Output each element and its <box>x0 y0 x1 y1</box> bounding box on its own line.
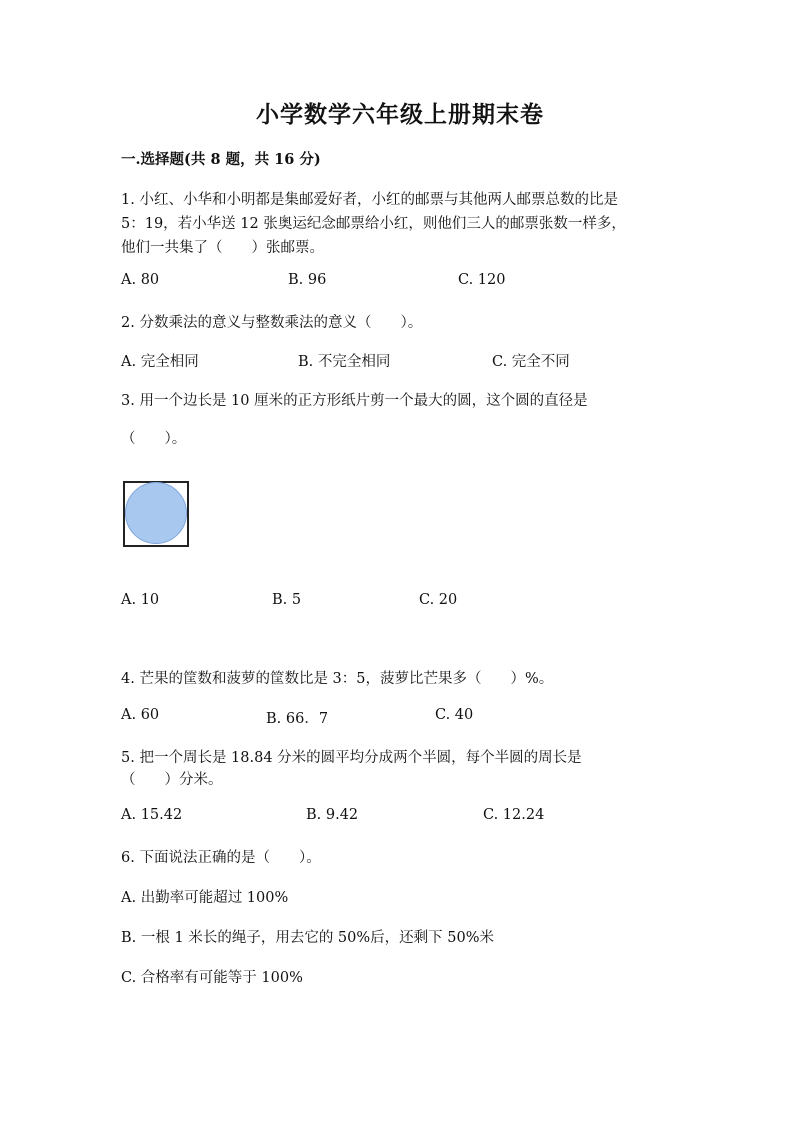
question-5-line-1: 5. 把一个周长是 18.84 分米的圆平均分成两个半圆，每个半圆的周长是 <box>121 750 582 766</box>
question-4-line-1: 4. 芒果的筐数和菠萝的筐数比是 3：5，菠萝比芒果多（ ）%。 <box>121 671 554 687</box>
question-6-option-c: C. 合格率有可能等于 100% <box>121 970 303 986</box>
question-3-line-1: 3. 用一个边长是 10 厘米的正方形纸片剪一个最大的圆，这个圆的直径是 <box>121 393 588 409</box>
question-3-option-c: C. 20 <box>419 592 458 608</box>
question-1-line-2: 5：19，若小华送 12 张奥运纪念邮票给小红，则他们三人的邮票张数一样多， <box>121 216 626 232</box>
square-circle-figure <box>123 481 189 547</box>
question-3-line-2: （ ）。 <box>121 431 187 447</box>
question-1-line-1: 1. 小红、小华和小明都是集邮爱好者，小红的邮票与其他两人邮票总数的比是 <box>121 192 618 208</box>
question-2-option-b: B. 不完全相同 <box>298 354 391 370</box>
question-5-option-a: A. 15.42 <box>121 807 183 823</box>
question-1-option-a: A. 80 <box>121 272 160 288</box>
question-4-option-c: C. 40 <box>435 707 474 723</box>
question-1-option-b: B. 96 <box>288 272 327 288</box>
question-1-option-c: C. 120 <box>458 272 506 288</box>
exam-title: 小学数学六年级上册期末卷 <box>256 101 544 128</box>
question-6-option-b: B. 一根 1 米长的绳子，用去它的 50%后，还剩下 50%米 <box>121 930 494 946</box>
question-5-line-2: （ ）分米。 <box>121 772 223 788</box>
question-2-option-a: A. 完全相同 <box>121 354 199 370</box>
question-5-option-c: C. 12.24 <box>483 807 545 823</box>
question-2-line-1: 2. 分数乘法的意义与整数乘法的意义（ ）。 <box>121 315 423 331</box>
question-1-line-3: 他们一共集了（ ）张邮票。 <box>121 240 324 256</box>
question-5-option-b: B. 9.42 <box>306 807 359 823</box>
question-2-option-c: C. 完全不同 <box>492 354 570 370</box>
question-3-option-a: A. 10 <box>121 592 160 608</box>
section-heading: 一.选择题(共 8 题，共 16 分) <box>121 151 321 168</box>
question-4-option-a: A. 60 <box>121 707 160 723</box>
question-4-option-b: B. 66．7 <box>266 711 329 727</box>
inscribed-circle <box>126 483 187 544</box>
question-6-line-1: 6. 下面说法正确的是（ ）。 <box>121 850 321 866</box>
question-3-option-b: B. 5 <box>272 592 302 608</box>
question-6-option-a: A. 出勤率可能超过 100% <box>121 890 289 906</box>
